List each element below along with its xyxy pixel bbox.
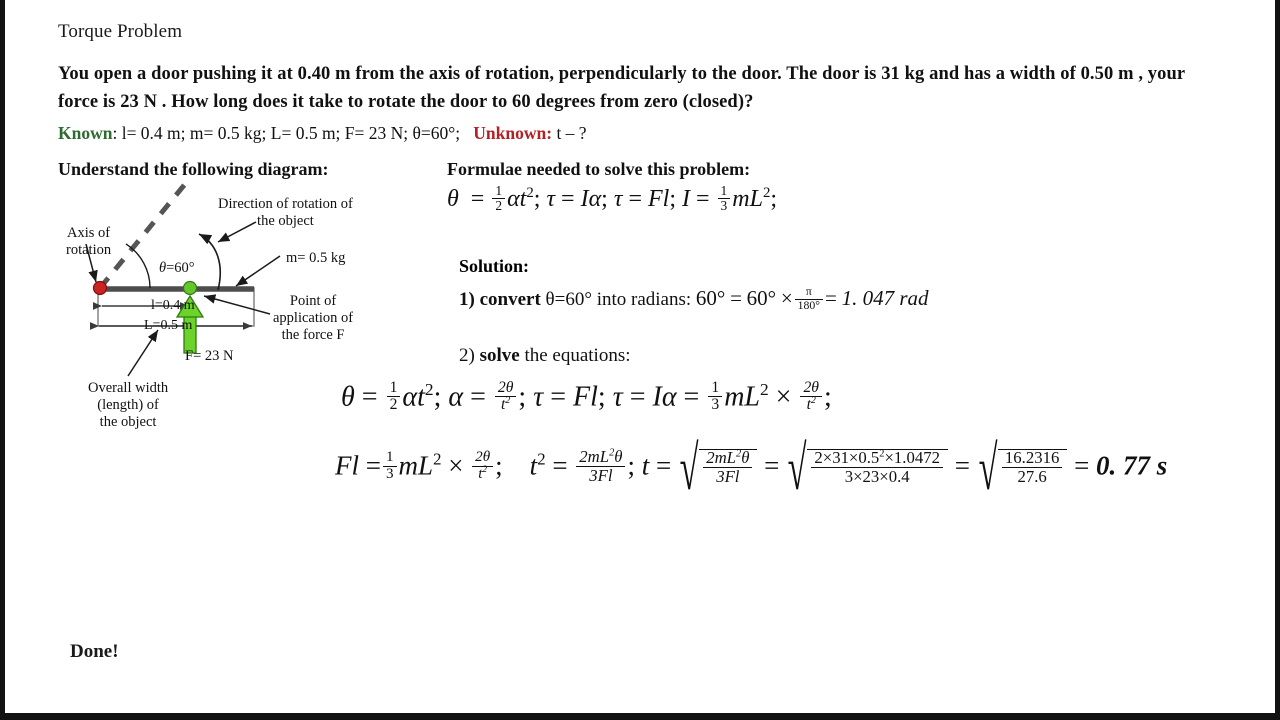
r1-eq-3: = (550, 381, 567, 413)
formula-theta: θ (447, 186, 459, 213)
formula-eq-1: = (470, 186, 485, 213)
r2-t-b: t (641, 450, 650, 481)
slide-frame-bottom-border (0, 713, 1280, 720)
r1-eq-5: = (683, 381, 700, 413)
r2-eq-3: = (656, 450, 672, 481)
r1-I-alpha: Iα (652, 381, 677, 413)
r2-num-sym-1: $2mL^2\theta$ (579, 447, 623, 467)
r2-frac-symbolic-1: $\frac{2mL^2\theta}{3Fl}$ (576, 448, 625, 484)
formula-semi-4: ; (770, 186, 778, 213)
step2-bold-word: solve (479, 345, 520, 366)
formula-tau-1: τ (546, 186, 556, 213)
heading-solution: Solution: (459, 256, 530, 276)
slide-frame-left-border (0, 0, 5, 720)
formulae-equation (447, 183, 778, 215)
r2-eq-4: = (764, 450, 780, 481)
r2-t-a: t (529, 450, 538, 481)
formula-eq-3: = (628, 186, 642, 213)
formula-eq-4: = (695, 186, 710, 213)
formula-tau-2: τ (613, 186, 623, 213)
step1-eq-2: = (824, 286, 837, 311)
known-label: Known (58, 123, 113, 143)
r2-frac-numeric: $\frac{2\times 31\times 0.5^2\times 1.0472}{3\times 23\times 0.4}$ (811, 449, 943, 485)
label-point-of-application: Point of application of the force F (273, 293, 354, 343)
r1-exp-2a: 2 (424, 380, 434, 400)
r2-frac-simple: $\frac{16.2316}{27.6}$ (1002, 449, 1062, 485)
label-direction-of-rotation: Direction of rotation of the object (218, 196, 353, 229)
formula-alpha-t: αt (507, 186, 527, 213)
label-theta-angle: θ=60° (159, 260, 195, 276)
rotation-direction-arrow (199, 234, 220, 290)
r1-t-sq-b: $t^2$ (800, 396, 822, 413)
r2-mL: mL (398, 450, 434, 481)
r1-theta: θ (341, 381, 355, 413)
r1-alpha-t: αt (402, 381, 425, 413)
r2-eq-2: = (552, 450, 568, 481)
radical-icon-1: √ (679, 433, 699, 504)
r1-Fl: Fl (573, 381, 598, 413)
equation-row-2 (335, 433, 1168, 504)
leader-line-overall-width (128, 330, 158, 376)
radical-icon-3: √ (978, 433, 998, 504)
r2-semi-1: ; (495, 450, 503, 481)
r1-t-sq: $t^2$ (495, 396, 517, 413)
r2-eq-1: = (365, 450, 381, 481)
r1-exp-2b: 2 (759, 380, 769, 400)
pivot-point-marker (94, 282, 107, 295)
r1-mL: mL (724, 381, 760, 413)
multiply-icon: × (780, 286, 793, 311)
r1-two-theta-over-t2-b: $\frac{2\theta}{t^2}$ (800, 380, 822, 414)
r1-eq-4: = (629, 381, 646, 413)
r2-exp-2b: 2 (537, 449, 546, 469)
r2-third: $\frac{1}{3}$ (383, 450, 397, 483)
r2-sqrt-simple (977, 433, 1068, 504)
r1-alpha: α (448, 381, 464, 413)
step1-angle-b: 60° (746, 286, 777, 311)
r1-multiply-icon: × (775, 381, 792, 413)
step1-index: 1) (459, 289, 475, 311)
r1-semi-1: ; (433, 381, 442, 413)
r1-semi-4: ; (824, 381, 832, 413)
formula-I-alpha: Iα (580, 186, 602, 213)
label-length-L: L=0.5 m (144, 318, 193, 333)
problem-statement: You open a door pushing it at 0.40 m from the axis of rotation, perpendicularly to the door. The door is 31 kg and has a width of 0.50 m , your force is 23 N . How long does it take to rotate the door to 60 degrees from zero (closed)? (58, 64, 1185, 112)
r1-half: $\frac{1}{2}$ (387, 380, 401, 414)
final-answer: 0. 77 s (1096, 450, 1168, 481)
slide-frame-right-border (1275, 0, 1280, 720)
step1-angle-a: 60° (695, 286, 726, 311)
page-title: Torque Problem (58, 21, 183, 42)
r2-multiply-icon: × (448, 450, 464, 481)
formula-third: $\frac{1}{3}$ (718, 184, 731, 213)
angle-arc (126, 244, 150, 288)
step1-eq-1: = (730, 286, 742, 311)
heading-diagram: Understand the following diagram: (58, 159, 329, 179)
r2-num-sym-2: $2mL^2\theta$ (706, 448, 750, 468)
label-mass: m= 0.5 kg (286, 250, 346, 266)
formula-semi-3: ; (669, 186, 676, 213)
r2-eq-6: = (1074, 450, 1090, 481)
r1-eq-2: = (470, 381, 486, 413)
r2-sqrt-symbolic (678, 433, 757, 504)
door-torque-diagram (58, 178, 448, 438)
step1-result: 1. 047 rad (841, 286, 929, 311)
r2-Fl: Fl (335, 450, 359, 481)
radical-icon-2: √ (787, 433, 807, 504)
r2-two-theta-over-t2: $\frac{2\theta}{t^2}$ (472, 450, 493, 483)
unknown-label: Unknown: (473, 123, 553, 143)
known-values: : l= 0.4 m; m= 0.5 kg; L= 0.5 m; F= 23 N; θ=60°; (112, 123, 461, 143)
step2-text: the equations: (524, 345, 631, 366)
force-application-point-marker (184, 282, 197, 295)
step2-index: 2) (459, 345, 475, 366)
r1-semi-3: ; (597, 381, 606, 413)
done-label: Done! (70, 641, 119, 662)
known-unknown-line (58, 122, 587, 144)
label-distance-l: l=0.4 m (151, 298, 195, 313)
label-force: F= 23 N (185, 348, 234, 364)
step1-text: θ=60° into radians: (545, 289, 692, 311)
r2-t-sq: $t^2$ (472, 466, 493, 483)
r2-sqrt-numeric (786, 433, 948, 504)
formula-semi-1: ; (533, 186, 541, 213)
heading-formulae: Formulae needed to solve this problem: (447, 159, 751, 179)
r1-third: $\frac{1}{3}$ (708, 380, 722, 414)
formula-exp-2b: 2 (762, 185, 771, 202)
r2-exp-2a: 2 (433, 449, 442, 469)
solution-step-1 (459, 285, 929, 314)
r2-frac-symbolic-2: $\frac{2mL^2\theta}{3Fl}$ (703, 449, 752, 485)
r1-tau-1: τ (533, 381, 544, 413)
r1-semi-2: ; (518, 381, 527, 413)
formula-exp-2a: 2 (526, 185, 534, 202)
formula-half: $\frac{1}{2}$ (492, 184, 505, 213)
r1-eq-1: = (361, 381, 378, 413)
formula-eq-2: = (561, 186, 575, 213)
unknown-value: t – ? (556, 123, 587, 143)
r1-tau-2: τ (612, 381, 623, 413)
formula-Fl: Fl (647, 186, 670, 213)
leader-line-mass (236, 256, 280, 286)
formula-I: I (681, 186, 690, 213)
label-overall-width: Overall width (length) of the object (88, 380, 169, 430)
formula-semi-2: ; (601, 186, 608, 213)
r2-num-numeric: $2\times 31\times 0.5^2\times 1.0472$ (814, 448, 940, 468)
r2-semi-2: ; (627, 450, 635, 481)
r1-two-theta-over-t2: $\frac{2\theta}{t^2}$ (495, 380, 517, 414)
label-axis-of-rotation: Axis of rotation (66, 225, 112, 258)
formula-mL: mL (732, 186, 763, 213)
solution-step-2-heading (459, 346, 631, 365)
step1-bold-word: convert (479, 289, 541, 311)
step1-pi-over-180: $\frac{\pi}{180^\circ}$ (795, 286, 823, 312)
r2-eq-5: = (954, 450, 970, 481)
